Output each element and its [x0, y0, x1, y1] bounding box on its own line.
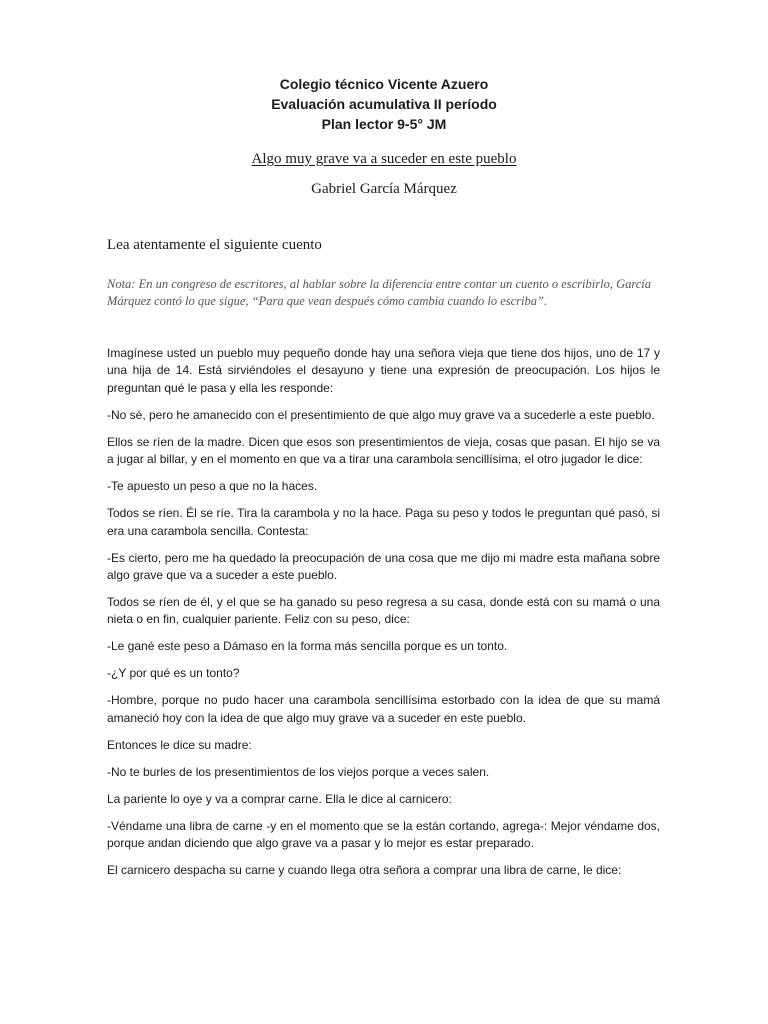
- reading-plan: Plan lector 9-5° JM: [321, 116, 447, 132]
- story-body: [107, 345, 660, 889]
- story-paragraph: Entonces le dice su madre:: [107, 737, 252, 752]
- story-paragraph: La pariente lo oye y va a comprar carne. Ella le dice al carnicero:: [107, 791, 452, 806]
- story-paragraph: Ellos se ríen de la madre. Dicen que esos son presentimientos de vieja, cosas que pasan. El hijo se va a jugar al billar, y en el momento en que va a tirar una carambola sencillísima, el otro jugador le dice:: [107, 434, 660, 467]
- evaluation-title: Evaluación acumulativa II período: [271, 96, 497, 112]
- story-paragraph: Todos se ríen de él, y el que se ha ganado su peso regresa a su casa, donde está con su mamá o una nieta o en fin, cualquier pariente. Feliz con su peso, dice:: [107, 595, 660, 627]
- story-title: [0, 151, 768, 168]
- story-title-text: Algo muy grave va a suceder en este pueblo: [251, 151, 517, 167]
- story-paragraph: El carnicero despacha su carne y cuando llega otra señora a comprar una libra de carne, le dice:: [107, 863, 622, 878]
- story-paragraph: -No sé, pero he amanecido con el presentimiento de que algo muy grave va a sucederle a este pueblo.: [107, 407, 655, 422]
- story-paragraph: -Es cierto, pero me ha quedado la preocupación de una cosa que me dijo mi madre esta mañana sobre algo grave que va a suceder a este pueblo.: [107, 550, 660, 583]
- story-paragraph: -¿Y por qué es un tonto?: [107, 666, 240, 681]
- document-header: [0, 74, 768, 134]
- story-paragraph: -Hombre, porque no pudo hacer una carambola sencillísima estorbado con la idea de que su mamá amaneció hoy con la idea de que algo muy grave va a suceder en este pueblo.: [107, 693, 660, 725]
- author-note: Nota: En un congreso de escritores, al hablar sobre la diferencia entre contar un cuento o escribirlo, García Márquez contó lo que sigue, “Para que vean después cómo cambia cuando lo escriba”.: [107, 277, 652, 308]
- story-paragraph: -Le gané este peso a Dámaso en la forma más sencilla porque es un tonto.: [107, 639, 508, 654]
- story-paragraph: Imagínese usted un pueblo muy pequeño donde hay una señora vieja que tiene dos hijos, uno de 17 y una hija de 14. Está sirviéndoles el desayuno y tiene una expresión de preocupación. Los hijos le preguntan qué le pasa y ella les responde:: [107, 346, 660, 395]
- story-paragraph: -No te burles de los presentimientos de los viejos porque a veces salen.: [107, 764, 490, 779]
- instruction-text: Lea atentamente el siguiente cuento: [107, 237, 322, 253]
- story-paragraph: -Te apuesto un peso a que no la haces.: [107, 479, 318, 494]
- school-name: Colegio técnico Vicente Azuero: [279, 76, 489, 92]
- story-author: Gabriel García Márquez: [311, 181, 457, 197]
- story-paragraph: Todos se ríen. Él se ríe. Tira la carambola y no la hace. Paga su peso y todos le preguntan qué pasó, si era una carambola sencilla. Contesta:: [107, 506, 660, 538]
- story-paragraph: -Véndame una libra de carne -y en el momento que se la están cortando, agrega-: Mejor véndame dos, porque andan diciendo que algo grave va a pasar y lo mejor es estar preparado.: [107, 818, 660, 851]
